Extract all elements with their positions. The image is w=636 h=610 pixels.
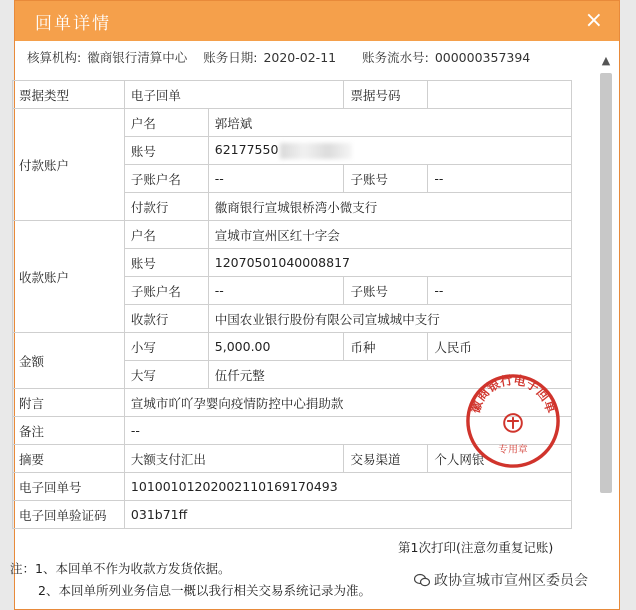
channel-label: 交易渠道 xyxy=(344,445,428,473)
receipt-info-bar xyxy=(15,41,619,73)
footnote-1: 注：1、本回单不作为收款方发货依据。 xyxy=(10,561,231,576)
payee-section: 收款账户 xyxy=(13,221,125,333)
num-label: 票据号码 xyxy=(344,81,428,109)
wechat-icon xyxy=(414,573,430,587)
payer-subno-label: 子账号 xyxy=(344,165,428,193)
payee-bank-label: 收款行 xyxy=(124,305,208,333)
payee-acct-value: 12070501040008817 xyxy=(208,249,571,277)
verify-label: 电子回单验证码 xyxy=(13,501,125,529)
summary-label: 摘要 xyxy=(13,445,125,473)
dialog-titlebar xyxy=(15,1,619,41)
table-row xyxy=(13,81,572,109)
channel-value: 个人网银 xyxy=(428,445,572,473)
watermark-text: 政协宣城市宣州区委员会 xyxy=(434,573,588,589)
payee-name-value: 宣城市宣州区红十字会 xyxy=(208,221,571,249)
amount-small-value: 5,000.00 xyxy=(208,333,344,361)
bank-label: 核算机构: xyxy=(27,50,82,65)
amount-small-label: 小写 xyxy=(124,333,208,361)
table-row xyxy=(13,501,572,529)
payer-acct-cell xyxy=(208,137,571,165)
amount-section: 金额 xyxy=(13,333,125,389)
redaction-blur xyxy=(280,143,352,159)
scroll-up-icon[interactable]: ▲ xyxy=(601,54,611,67)
num-value xyxy=(428,81,572,109)
serial-value: 000000357394 xyxy=(434,49,531,65)
print-count-note: 第1次打印(注意勿重复记账) xyxy=(398,540,554,555)
verify-value: 031b71ff xyxy=(124,501,571,529)
serial-label: 账务流水号: xyxy=(362,50,429,65)
type-label: 票据类型 xyxy=(13,81,125,109)
scrollbar[interactable] xyxy=(599,53,613,553)
amount-big-value: 伍仟元整 xyxy=(208,361,571,389)
svg-text:徽商银行电子回单 xyxy=(467,372,559,416)
payer-bank-value: 徽商银行宣城银桥湾小微支行 xyxy=(208,193,571,221)
payer-subno-value: -- xyxy=(428,165,572,193)
receipt-no-value: 10100101202002110169170493 xyxy=(124,473,571,501)
bank-value: 徽商银行清算中心 xyxy=(87,50,188,65)
remark-value: -- xyxy=(124,417,571,445)
memo-value: 宣城市吖吖孕婴向疫情防控中心捐助款 xyxy=(124,389,571,417)
payer-bank-label: 付款行 xyxy=(124,193,208,221)
payer-section: 付款账户 xyxy=(13,109,125,221)
payee-acct-label: 账号 xyxy=(124,249,208,277)
stamp-bottom-text: 专用章 xyxy=(498,444,528,456)
table-row xyxy=(13,333,572,361)
payer-subname-value: -- xyxy=(208,165,344,193)
date-label: 账务日期: xyxy=(203,50,258,65)
payee-subname-value: -- xyxy=(208,277,344,305)
remark-label: 备注 xyxy=(13,417,125,445)
payer-name-value: 郭培斌 xyxy=(208,109,571,137)
summary-value: 大额支付汇出 xyxy=(124,445,344,473)
table-row xyxy=(13,473,572,501)
dialog-title: 回单详情 xyxy=(35,13,111,34)
table-row xyxy=(13,221,572,249)
scrollbar-thumb[interactable] xyxy=(600,73,612,493)
payer-subname-label: 子账户名 xyxy=(124,165,208,193)
type-value: 电子回单 xyxy=(124,81,344,109)
stamp-top-text: 徽商银行电子回单 xyxy=(468,373,558,415)
payee-bank-value: 中国农业银行股份有限公司宣城城中支行 xyxy=(208,305,571,333)
payee-subname-label: 子账户名 xyxy=(124,277,208,305)
watermark xyxy=(414,570,588,590)
amount-big-label: 大写 xyxy=(124,361,208,389)
table-row xyxy=(13,109,572,137)
receipt-no-label: 电子回单号 xyxy=(13,473,125,501)
currency-value: 人民币 xyxy=(428,333,572,361)
payee-name-label: 户名 xyxy=(124,221,208,249)
background-right-panel xyxy=(620,0,636,610)
payer-name-label: 户名 xyxy=(124,109,208,137)
date-value: 2020-02-11 xyxy=(263,49,337,65)
close-icon[interactable]: × xyxy=(584,8,603,33)
payee-subno-value: -- xyxy=(428,277,572,305)
footnotes xyxy=(10,558,371,602)
memo-label: 附言 xyxy=(13,389,125,417)
payer-acct-value: 62177550 xyxy=(214,142,279,158)
payee-subno-label: 子账号 xyxy=(344,277,428,305)
payer-acct-label: 账号 xyxy=(124,137,208,165)
footnote-2: 2、本回单所列业务信息一概以我行相关交易系统记录为准。 xyxy=(38,583,371,598)
currency-label: 币种 xyxy=(344,333,428,361)
electronic-seal-stamp xyxy=(464,372,562,470)
